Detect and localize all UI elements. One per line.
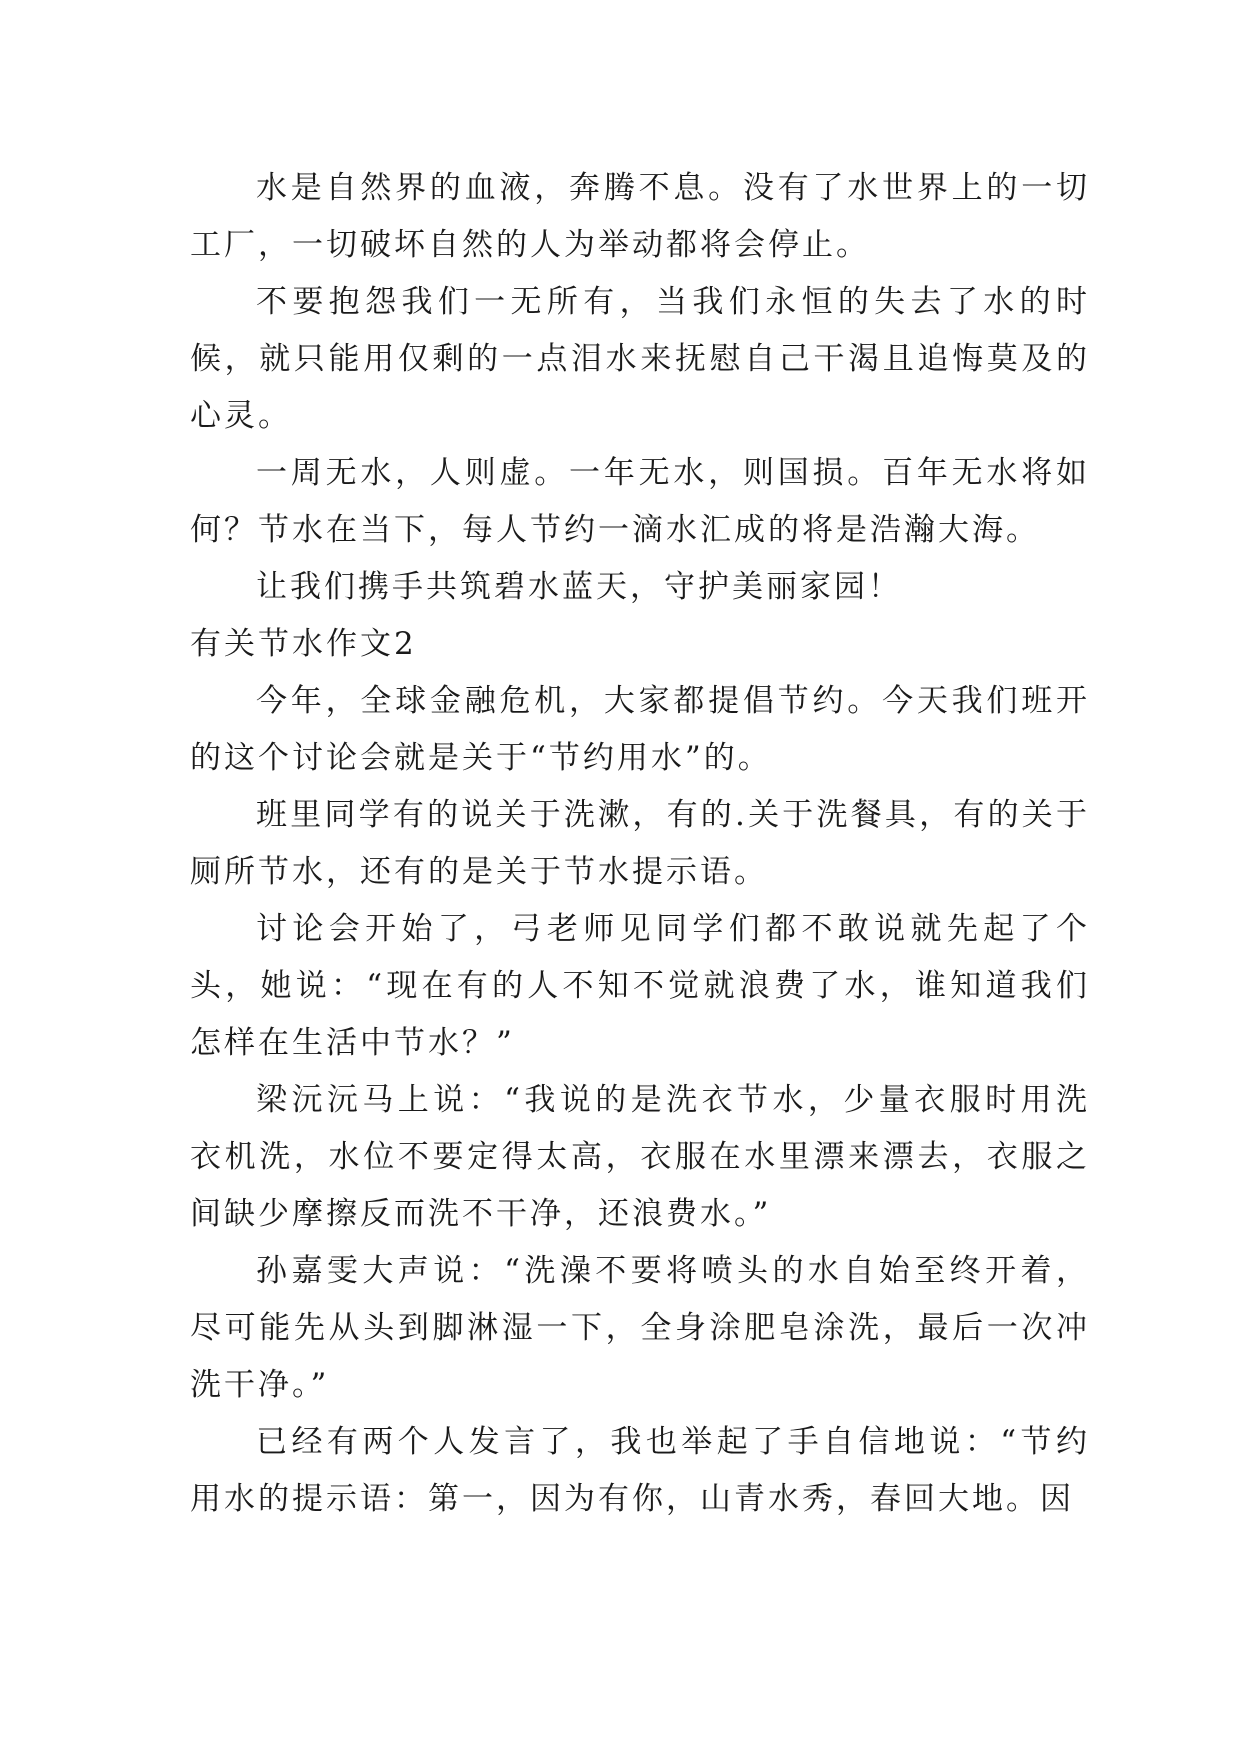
paragraph-this-year: 今年，全球金融危机，大家都提倡节约。今天我们班开的这个讨论会就是关于“节约用水”的。 [190, 683, 1090, 776]
paragraph-laundry: 梁沅沅马上说：“我说的是洗衣节水，少量衣服时用洗衣机洗，水位不要定得太高，衣服在水里漂来漂去，衣服之间缺少摩擦反而洗不干净，还浪费水。” [190, 1082, 1090, 1232]
paragraph-shower: 孙嘉雯大声说：“洗澡不要将喷头的水自始至终开着，尽可能先从头到脚淋湿一下，全身涂肥皂涂洗，最后一次冲洗干净。” [190, 1253, 1090, 1403]
paragraph-one-week: 一周无水，人则虚。一年无水，则国损。百年无水将如何？节水在当下，每人节约一滴水汇成的将是浩瀚大海。 [190, 455, 1090, 548]
paragraph-water-blood: 水是自然界的血液，奔腾不息。没有了水世界上的一切工厂，一切破坏自然的人为举动都将会停止。 [190, 170, 1090, 263]
paragraph-join-hands: 让我们携手共筑碧水蓝天，守护美丽家园！ [256, 569, 902, 605]
essay-heading: 有关节水作文2 [190, 626, 417, 662]
paragraph-classmates: 班里同学有的说关于洗漱，有的.关于洗餐具，有的关于厕所节水，还有的是关于节水提示语。 [190, 797, 1090, 890]
paragraph-slogans: 已经有两个人发言了，我也举起了手自信地说：“节约用水的提示语：第一，因为有你，山青水秀，春回大地。因 [190, 1424, 1090, 1517]
paragraph-discussion-start: 讨论会开始了，弓老师见同学们都不敢说就先起了个头，她说：“现在有的人不知不觉就浪费了水，谁知道我们怎样在生活中节水？” [190, 911, 1090, 1061]
document-body [190, 160, 1090, 1528]
paragraph-dont-complain: 不要抱怨我们一无所有，当我们永恒的失去了水的时候，就只能用仅剩的一点泪水来抚慰自己干渴且追悔莫及的心灵。 [190, 284, 1090, 434]
